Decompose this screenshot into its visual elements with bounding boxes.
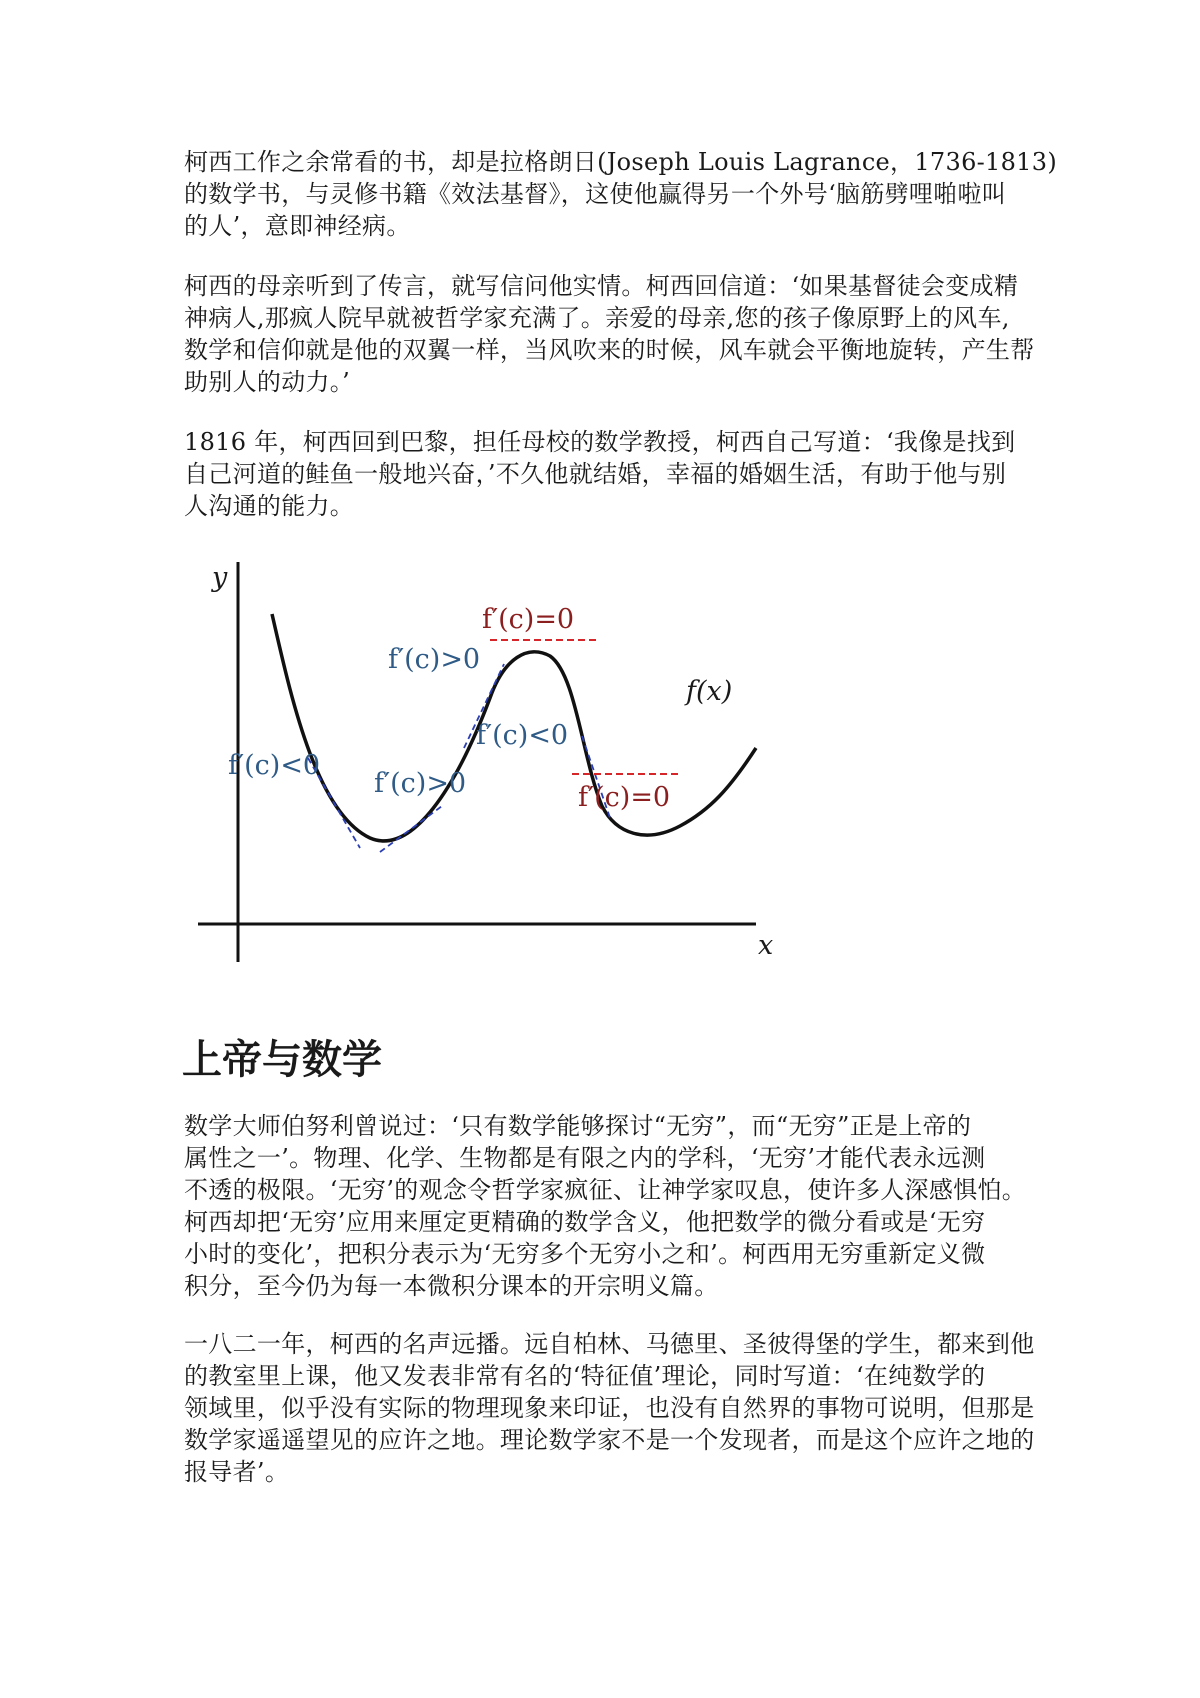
paragraph-line: 1816 年，柯西回到巴黎，担任母校的数学教授，柯西自己写道：‘我像是找到 bbox=[184, 428, 1016, 456]
paragraph-line: 的人’，意即神经病。 bbox=[184, 212, 411, 240]
paragraph-line: 属性之一’。物理、化学、生物都是有限之内的学科，‘无穷’才能代表永远测 bbox=[184, 1144, 986, 1172]
x-axis-label: x bbox=[758, 930, 774, 961]
paragraph-return-paris bbox=[184, 426, 1034, 522]
paragraph-lagrange bbox=[184, 146, 1057, 242]
paragraph-line: 自己河道的鲑鱼一般地兴奋，’不久他就结婚，幸福的婚姻生活，有助于他与别 bbox=[184, 460, 1007, 488]
paragraph-line: 数学和信仰就是他的双翼一样，当风吹来的时候，风车就会平衡地旋转，产生帮 bbox=[184, 336, 1035, 364]
paragraph-line: 柯西的母亲听到了传言，就写信问他实情。柯西回信道：‘如果基督徒会变成精 bbox=[184, 272, 1019, 300]
paragraph-infinity bbox=[184, 1110, 1034, 1302]
y-axis-label: y bbox=[212, 562, 228, 593]
label-deriv-zero-peak: f′(c)=0 bbox=[482, 604, 575, 635]
paragraph-line: 助别人的动力。’ bbox=[184, 368, 351, 396]
paragraph-line: 神病人,那疯人院早就被哲学家充满了。亲爱的母亲,您的孩子像原野上的风车, bbox=[184, 304, 1010, 332]
paragraph-line: 柯西工作之余常看的书，却是拉格朗日(Joseph Louis Lagrance，1736-1813) bbox=[184, 148, 1057, 176]
label-deriv-neg-fall: f′(c)<0 bbox=[476, 720, 569, 751]
paragraph-line: 数学大师伯努利曾说过：‘只有数学能够探讨“无穷”，而“无穷”正是上帝的 bbox=[184, 1112, 972, 1140]
paragraph-line: 的教室里上课，他又发表非常有名的‘特征值’理论，同时写道：‘在纯数学的 bbox=[184, 1362, 986, 1390]
paragraph-mother-letter bbox=[184, 270, 1034, 398]
paragraph-line: 报导者’。 bbox=[184, 1458, 290, 1486]
label-deriv-pos-rise: f′(c)>0 bbox=[388, 644, 481, 675]
section-heading: 上帝与数学 bbox=[182, 1037, 382, 1083]
paragraph-line: 人沟通的能力。 bbox=[184, 492, 355, 520]
paragraph-line: 积分，至今仍为每一本微积分课本的开宗明义篇。 bbox=[184, 1272, 719, 1300]
label-deriv-pos-bottom: f′(c)>0 bbox=[374, 768, 467, 799]
label-deriv-zero-valley: f′(c)=0 bbox=[578, 782, 671, 813]
curve-label: f(x) bbox=[686, 676, 733, 707]
derivative-figure bbox=[190, 552, 810, 982]
paragraph-line: 数学家遥遥望见的应许之地。理论数学家不是一个发现者，而是这个应许之地的 bbox=[184, 1426, 1035, 1454]
paragraph-line: 的数学书，与灵修书籍《效法基督》，这使他赢得另一个外号‘脑筋劈哩啪啦叫 bbox=[184, 180, 1007, 208]
paragraph-line: 领域里，似乎没有实际的物理现象来印证，也没有自然界的事物可说明，但那是 bbox=[184, 1394, 1035, 1422]
paragraph-line: 不透的极限。‘无穷’的观念令哲学家疯征、让神学家叹息，使许多人深感惧怕。 bbox=[184, 1176, 1027, 1204]
paragraph-line: 一八二一年，柯西的名声远播。远自柏林、马德里、圣彼得堡的学生，都来到他 bbox=[184, 1330, 1035, 1358]
paragraph-fame bbox=[184, 1328, 1034, 1488]
paragraph-line: 小时的变化’，把积分表示为‘无穷多个无穷小之和’。柯西用无穷重新定义微 bbox=[184, 1240, 986, 1268]
label-deriv-neg-left: f′(c)<0 bbox=[228, 750, 321, 781]
paragraph-line: 柯西却把‘无穷’应用来厘定更精确的数学含义，他把数学的微分看或是‘无穷 bbox=[184, 1208, 986, 1236]
